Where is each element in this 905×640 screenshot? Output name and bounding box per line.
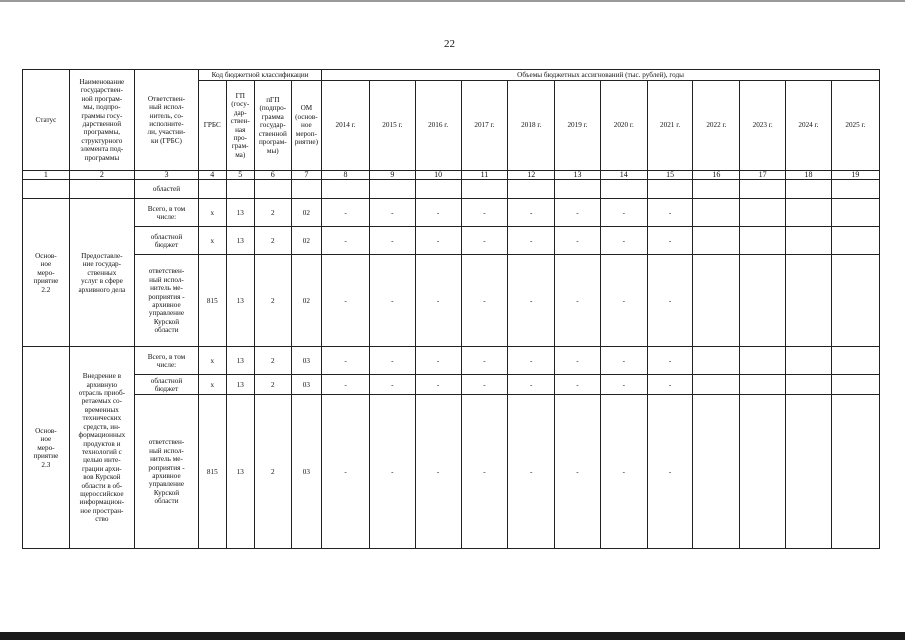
cell-text-line: программы,: [83, 128, 121, 137]
responsible-cell: [134, 255, 198, 347]
continuation-cell: [786, 180, 832, 199]
cell-text-line: вов Курской: [83, 473, 121, 482]
year-value-cell: [831, 395, 879, 549]
cell-text-line: архивную: [86, 380, 118, 389]
cell-text-line: ное: [40, 435, 52, 444]
cell-text-line: ный испол-: [149, 446, 184, 455]
cell-text-line: технических: [82, 414, 122, 423]
grbs-cell: х: [199, 347, 226, 375]
year-value-cell: -: [369, 255, 415, 347]
year-value-cell: -: [461, 227, 508, 255]
cell-text-line: бюджет: [154, 240, 179, 249]
header-budget-classification: Код бюджетной классификации: [199, 70, 322, 81]
cell-text-line: Наименование: [79, 77, 125, 86]
continuation-cell: [291, 180, 322, 199]
pgp-cell: 2: [254, 227, 291, 255]
year-value-cell: -: [555, 255, 601, 347]
year-value-cell: [740, 227, 786, 255]
cell-text-line: ки (ГРБС): [151, 136, 182, 145]
year-value-cell: -: [461, 255, 508, 347]
cell-text-line: области: [154, 326, 179, 335]
year-value-cell: -: [369, 199, 415, 227]
cell-text-line: бюджет: [154, 384, 179, 393]
header-status: Статус: [23, 70, 70, 171]
cell-text-line: формационных: [78, 431, 126, 440]
header-budget-allocations: Объемы бюджетных ассигнований (тыс. рублей), годы: [322, 70, 880, 81]
column-number: 13: [555, 171, 601, 180]
header-year: 2021 г.: [647, 81, 693, 171]
cell-text-line: грации архи-: [82, 464, 122, 473]
cell-text-line: архивного дела: [78, 285, 126, 294]
header-grbs: ГРБС: [199, 81, 226, 171]
column-number: 16: [693, 171, 740, 180]
continuation-cell: [322, 180, 370, 199]
responsible-cell: [134, 227, 198, 255]
cell-text-line: средств, ин-: [83, 422, 121, 431]
pgp-cell: 2: [254, 347, 291, 375]
column-number: 11: [461, 171, 508, 180]
cell-text-line: риятие): [294, 138, 319, 147]
column-number: 8: [322, 171, 370, 180]
header-year: 2025 г.: [831, 81, 879, 171]
cell-text-line: Всего, в том: [147, 204, 186, 213]
cell-text-line: граммы госу-: [81, 111, 123, 120]
cell-text-line: управление: [148, 480, 185, 489]
cell-text-line: числе:: [156, 212, 177, 221]
year-value-cell: [831, 347, 879, 375]
header-year: 2014 г.: [322, 81, 370, 171]
responsible-cell: [134, 347, 198, 375]
year-value-cell: [740, 199, 786, 227]
grbs-cell: 815: [199, 255, 226, 347]
gp-cell: 13: [226, 375, 254, 395]
year-value-cell: [740, 375, 786, 395]
activity-status: [23, 347, 70, 549]
year-value-cell: -: [461, 375, 508, 395]
cell-text-line: управление: [148, 309, 185, 318]
pgp-cell: 2: [254, 395, 291, 549]
year-value-cell: -: [461, 347, 508, 375]
year-value-cell: -: [600, 255, 647, 347]
cell-text-line: государствен-: [80, 86, 124, 95]
header-gp: [226, 81, 254, 171]
column-number: 1: [23, 171, 70, 180]
year-value-cell: -: [415, 255, 461, 347]
cell-text-line: 2.2: [41, 285, 51, 294]
cell-text-line: ное: [301, 121, 312, 130]
year-value-cell: -: [555, 199, 601, 227]
year-value-cell: -: [555, 375, 601, 395]
continuation-cell: [740, 180, 786, 199]
column-number: 3: [134, 171, 198, 180]
year-value-cell: -: [647, 227, 693, 255]
year-value-cell: -: [600, 347, 647, 375]
year-value-cell: [693, 199, 740, 227]
year-value-cell: -: [461, 199, 508, 227]
year-value-cell: -: [415, 347, 461, 375]
cell-text-line: ОМ: [300, 104, 313, 113]
year-value-cell: [786, 375, 832, 395]
cell-text-line: ствен-: [230, 117, 250, 126]
continuation-responsible: областей: [134, 180, 198, 199]
cell-text-line: ной програм-: [81, 94, 123, 103]
year-value-cell: [693, 227, 740, 255]
cell-text-line: программы: [84, 153, 120, 162]
budget-allocation-table: [22, 69, 880, 549]
year-value-cell: -: [600, 199, 647, 227]
continuation-cell: [254, 180, 291, 199]
table-row: [23, 347, 880, 375]
cell-text-line: роприятия -: [148, 292, 185, 301]
year-value-cell: -: [508, 395, 555, 549]
year-value-cell: -: [369, 227, 415, 255]
pgp-cell: 2: [254, 199, 291, 227]
grbs-cell: 815: [199, 395, 226, 549]
cell-text-line: мы, подпро-: [83, 103, 121, 112]
header-name: [69, 70, 134, 171]
header-om: [291, 81, 322, 171]
year-value-cell: -: [647, 347, 693, 375]
year-value-cell: [693, 255, 740, 347]
year-value-cell: [693, 395, 740, 549]
table-row: [23, 255, 880, 347]
cell-text-line: Основ-: [35, 426, 57, 435]
cell-text-line: мы): [266, 146, 279, 155]
page-number: 22: [444, 38, 455, 50]
grbs-cell: х: [199, 199, 226, 227]
year-value-cell: -: [322, 227, 370, 255]
continuation-cell: [831, 180, 879, 199]
year-value-cell: [693, 375, 740, 395]
cell-text-line: меро-: [37, 443, 55, 452]
cell-text-line: ма): [235, 150, 246, 159]
cell-text-line: Основ-: [35, 251, 57, 260]
continuation-cell: [508, 180, 555, 199]
cell-text-line: ное простран-: [80, 506, 124, 515]
cell-text-line: области в об-: [81, 481, 123, 490]
om-cell: 02: [291, 255, 322, 347]
responsible-cell: [134, 199, 198, 227]
cell-text-line: нитель, со-: [149, 111, 184, 120]
year-value-cell: -: [322, 347, 370, 375]
cell-text-line: ственных: [87, 268, 117, 277]
year-value-cell: [786, 199, 832, 227]
year-value-cell: [740, 347, 786, 375]
continuation-row: [23, 180, 880, 199]
cell-text-line: (основ-: [295, 112, 318, 121]
cell-text-line: ный испол-: [149, 103, 184, 112]
continuation-cell: [461, 180, 508, 199]
column-number: 19: [831, 171, 879, 180]
cell-text-line: (госу-: [231, 100, 250, 109]
year-value-cell: -: [415, 227, 461, 255]
gp-cell: 13: [226, 347, 254, 375]
year-value-cell: [831, 375, 879, 395]
column-number: 14: [600, 171, 647, 180]
year-value-cell: -: [415, 395, 461, 549]
year-value-cell: -: [369, 375, 415, 395]
cell-text-line: щероссийское: [80, 489, 124, 498]
year-value-cell: -: [415, 199, 461, 227]
cell-text-line: целью инте-: [83, 456, 121, 465]
year-value-cell: -: [508, 255, 555, 347]
cell-text-line: технологий с: [81, 447, 122, 456]
om-cell: 02: [291, 199, 322, 227]
cell-text-line: ственной: [258, 129, 287, 138]
cell-text-line: государ-: [259, 121, 286, 130]
cell-text-line: информацион-: [79, 498, 125, 507]
om-cell: 02: [291, 227, 322, 255]
year-value-cell: [786, 347, 832, 375]
gp-cell: 13: [226, 227, 254, 255]
year-value-cell: [831, 227, 879, 255]
cell-text-line: роприятия -: [148, 463, 185, 472]
year-value-cell: -: [600, 375, 647, 395]
cell-text-line: 2.3: [41, 460, 51, 469]
cell-text-line: (подпро-: [259, 104, 287, 113]
year-value-cell: -: [322, 395, 370, 549]
cell-text-line: ли, участни-: [147, 128, 186, 137]
om-cell: 03: [291, 395, 322, 549]
year-value-cell: -: [369, 347, 415, 375]
cell-text-line: продуктов и: [83, 439, 121, 448]
cell-text-line: ный испол-: [149, 275, 184, 284]
year-value-cell: [693, 347, 740, 375]
cell-text-line: элемента под-: [80, 145, 124, 154]
header-year: 2020 г.: [600, 81, 647, 171]
table-row: [23, 199, 880, 227]
gp-cell: 13: [226, 199, 254, 227]
cell-text-line: областной: [150, 232, 183, 241]
column-number: 17: [740, 171, 786, 180]
responsible-cell: [134, 395, 198, 549]
grbs-cell: х: [199, 375, 226, 395]
header-row-groups: [23, 70, 880, 81]
continuation-cell: [647, 180, 693, 199]
header-year: 2024 г.: [786, 81, 832, 171]
column-number: 7: [291, 171, 322, 180]
cell-text-line: програм-: [258, 138, 287, 147]
year-value-cell: -: [555, 395, 601, 549]
column-number: 5: [226, 171, 254, 180]
column-number: 9: [369, 171, 415, 180]
column-number: 10: [415, 171, 461, 180]
cell-text-line: приятие: [33, 452, 59, 461]
cell-text-line: ство: [95, 515, 109, 524]
om-cell: 03: [291, 375, 322, 395]
cell-text-line: Внедрение в: [82, 372, 121, 381]
header-year: 2023 г.: [740, 81, 786, 171]
year-value-cell: -: [508, 347, 555, 375]
continuation-cell: [415, 180, 461, 199]
header-year: 2015 г.: [369, 81, 415, 171]
year-value-cell: -: [508, 227, 555, 255]
header-year: 2017 г.: [461, 81, 508, 171]
year-value-cell: [740, 255, 786, 347]
header-year: 2022 г.: [693, 81, 740, 171]
header-year: 2019 г.: [555, 81, 601, 171]
cell-text-line: архивное: [152, 471, 181, 480]
continuation-status: [23, 180, 70, 199]
cell-text-line: услуг в сфере: [80, 277, 123, 286]
cell-text-line: ретаемых со-: [81, 397, 123, 406]
cell-text-line: меро-: [37, 268, 55, 277]
cell-text-line: грам-: [231, 142, 249, 151]
year-value-cell: [786, 227, 832, 255]
cell-text-line: Всего, в том: [147, 352, 186, 361]
continuation-cell: [693, 180, 740, 199]
year-value-cell: -: [647, 255, 693, 347]
cell-text-line: Ответствен-: [147, 94, 186, 103]
scan-border-bottom: [0, 632, 905, 640]
cell-text-line: областной: [150, 376, 183, 385]
cell-text-line: приятие: [33, 277, 59, 286]
cell-text-line: числе:: [156, 360, 177, 369]
continuation-cell: [199, 180, 226, 199]
continuation-cell: [555, 180, 601, 199]
year-value-cell: -: [555, 347, 601, 375]
cell-text-line: дарственной: [82, 120, 122, 128]
cell-text-line: Предоставле-: [81, 251, 123, 260]
cell-text-line: ответствен-: [148, 267, 185, 276]
cell-text-line: исполните-: [149, 120, 184, 128]
cell-text-line: отрасль приоб-: [78, 389, 125, 398]
cell-text-line: ответствен-: [148, 438, 185, 447]
year-value-cell: -: [322, 375, 370, 395]
gp-cell: 13: [226, 395, 254, 549]
year-value-cell: -: [555, 227, 601, 255]
cell-text-line: ние государ-: [82, 260, 121, 269]
cell-text-line: нитель ме-: [150, 284, 183, 293]
year-value-cell: [786, 255, 832, 347]
column-number: 18: [786, 171, 832, 180]
cell-text-line: пГП: [266, 96, 280, 105]
cell-text-line: мероп-: [295, 129, 317, 138]
year-value-cell: -: [508, 199, 555, 227]
year-value-cell: -: [322, 255, 370, 347]
year-value-cell: -: [508, 375, 555, 395]
cell-text-line: Курской: [153, 488, 180, 497]
continuation-cell: [226, 180, 254, 199]
year-value-cell: -: [415, 375, 461, 395]
cell-text-line: нитель ме-: [150, 455, 183, 464]
year-value-cell: [786, 395, 832, 549]
cell-text-line: Курской: [153, 317, 180, 326]
responsible-cell: [134, 375, 198, 395]
cell-text-line: архивное: [152, 300, 181, 309]
year-value-cell: -: [600, 395, 647, 549]
activity-name: [69, 199, 134, 347]
table-row: [23, 375, 880, 395]
year-value-cell: -: [322, 199, 370, 227]
cell-text-line: области: [154, 497, 179, 506]
cell-text-line: дар-: [233, 108, 247, 117]
column-number: 12: [508, 171, 555, 180]
table-row: [23, 227, 880, 255]
column-number: 6: [254, 171, 291, 180]
year-value-cell: -: [461, 395, 508, 549]
column-number: 15: [647, 171, 693, 180]
cell-text-line: структурного: [81, 136, 123, 145]
column-number-row: [23, 171, 880, 180]
year-value-cell: -: [369, 395, 415, 549]
year-value-cell: [740, 395, 786, 549]
header-responsible: [134, 70, 198, 171]
column-number: 4: [199, 171, 226, 180]
continuation-cell: [600, 180, 647, 199]
year-value-cell: -: [647, 395, 693, 549]
header-year: 2016 г.: [415, 81, 461, 171]
cell-text-line: ная: [235, 125, 246, 134]
column-number: 2: [69, 171, 134, 180]
cell-text-line: ное: [40, 260, 52, 269]
continuation-cell: [369, 180, 415, 199]
header-year: 2018 г.: [508, 81, 555, 171]
year-value-cell: [831, 199, 879, 227]
continuation-name: [69, 180, 134, 199]
pgp-cell: 2: [254, 255, 291, 347]
om-cell: 03: [291, 347, 322, 375]
activity-name: [69, 347, 134, 549]
year-value-cell: -: [647, 375, 693, 395]
grbs-cell: х: [199, 227, 226, 255]
pgp-cell: 2: [254, 375, 291, 395]
scan-border-top: [0, 0, 905, 2]
header-pgp: [254, 81, 291, 171]
gp-cell: 13: [226, 255, 254, 347]
year-value-cell: -: [647, 199, 693, 227]
cell-text-line: временных: [84, 405, 119, 414]
cell-text-line: ГП: [235, 91, 245, 100]
activity-status: [23, 199, 70, 347]
year-value-cell: [831, 255, 879, 347]
cell-text-line: грамма: [261, 112, 284, 121]
cell-text-line: про-: [233, 133, 247, 142]
year-value-cell: -: [600, 227, 647, 255]
table-row: [23, 395, 880, 549]
